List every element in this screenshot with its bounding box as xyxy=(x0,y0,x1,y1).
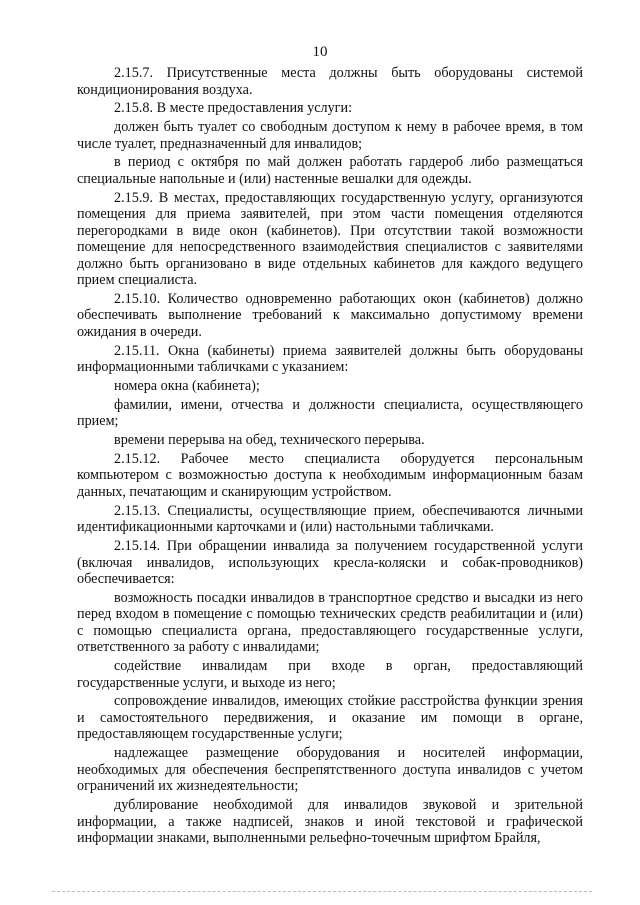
paragraph: 2.15.11. Окна (кабинеты) приема заявителей должны быть оборудованы информационными табличками с указанием: xyxy=(77,342,583,376)
paragraph: возможность посадки инвалидов в транспортное средство и высадки из него перед входом в помещение с помощью технических средств реабилитации и (или) с помощью специалиста органа, предоставляющего государственные услуги, ответственного за работу с инвалидами; xyxy=(77,589,583,656)
paragraph: должен быть туалет со свободным доступом к нему в рабочее время, в том числе туалет, предназначенный для инвалидов; xyxy=(77,119,583,152)
paragraph: надлежащее размещение оборудования и носителей информации, необходимых для обеспечения беспрепятственного доступа инвалидов с учетом ограничений их жизнедеятельности; xyxy=(77,745,583,795)
paragraph: 2.15.9. В местах, предоставляющих государственную услугу, организуются помещения для приема заявителей, при этом части помещения отделяются перегородками в виде окон (кабинетов). При отсутствии такой возможности помещение для непосредственного взаимодействия специалистов с заявителями должно быть организовано в виде отдельных кабинетов для каждого ведущего прием специалиста. xyxy=(77,189,583,289)
paragraph: 2.15.14. При обращении инвалида за получением государственной услуги (включая инвалидов, использующих кресла-коляски и собак-проводников) обеспечивается: xyxy=(77,538,583,588)
paragraph: 2.15.7. Присутственные места должны быть оборудованы системой кондиционирования воздуха. xyxy=(77,65,583,98)
paragraph: в период с октября по май должен работать гардероб либо размещаться специальные напольные и (или) настенные вешалки для одежды. xyxy=(77,154,583,187)
paragraph: 2.15.13. Специалисты, осуществляющие прием, обеспечиваются личными идентификационными карточками и (или) настольными табличками. xyxy=(77,502,583,536)
paragraph: дублирование необходимой для инвалидов звуковой и зрительной информации, а также надписей, знаков и иной текстовой и графической информации знаками, выполненными рельефно-точечным шрифтом Брайля, xyxy=(77,797,583,847)
paragraph: фамилии, имени, отчества и должности специалиста, осуществляющего прием; xyxy=(77,396,583,430)
paragraph: сопровождение инвалидов, имеющих стойкие расстройства функции зрения и самостоятельного передвижения, и оказание им помощи в органе, предоставляющем государственные услуги; xyxy=(77,693,583,743)
paragraph: 2.15.10. Количество одновременно работающих окон (кабинетов) должно обеспечивать выполнение требований к максимально допустимому времени ожидания в очереди. xyxy=(77,290,583,340)
paragraph: времени перерыва на обед, технического перерыва. xyxy=(114,432,425,449)
paragraph: номера окна (кабинета); xyxy=(114,378,260,395)
document-body xyxy=(77,65,583,849)
paragraph: содействие инвалидам при входе в орган, предоставляющий государственные услуги, и выходе из него; xyxy=(77,658,583,691)
page-number: 10 xyxy=(312,44,328,60)
paragraph: 2.15.8. В месте предоставления услуги: xyxy=(114,100,353,117)
scan-edge-artifact xyxy=(52,891,592,892)
paragraph: 2.15.12. Рабочее место специалиста оборудуется персональным компьютером с возможностью доступа к необходимым информационным базам данных, печатающим и сканирующим устройством. xyxy=(77,450,583,500)
